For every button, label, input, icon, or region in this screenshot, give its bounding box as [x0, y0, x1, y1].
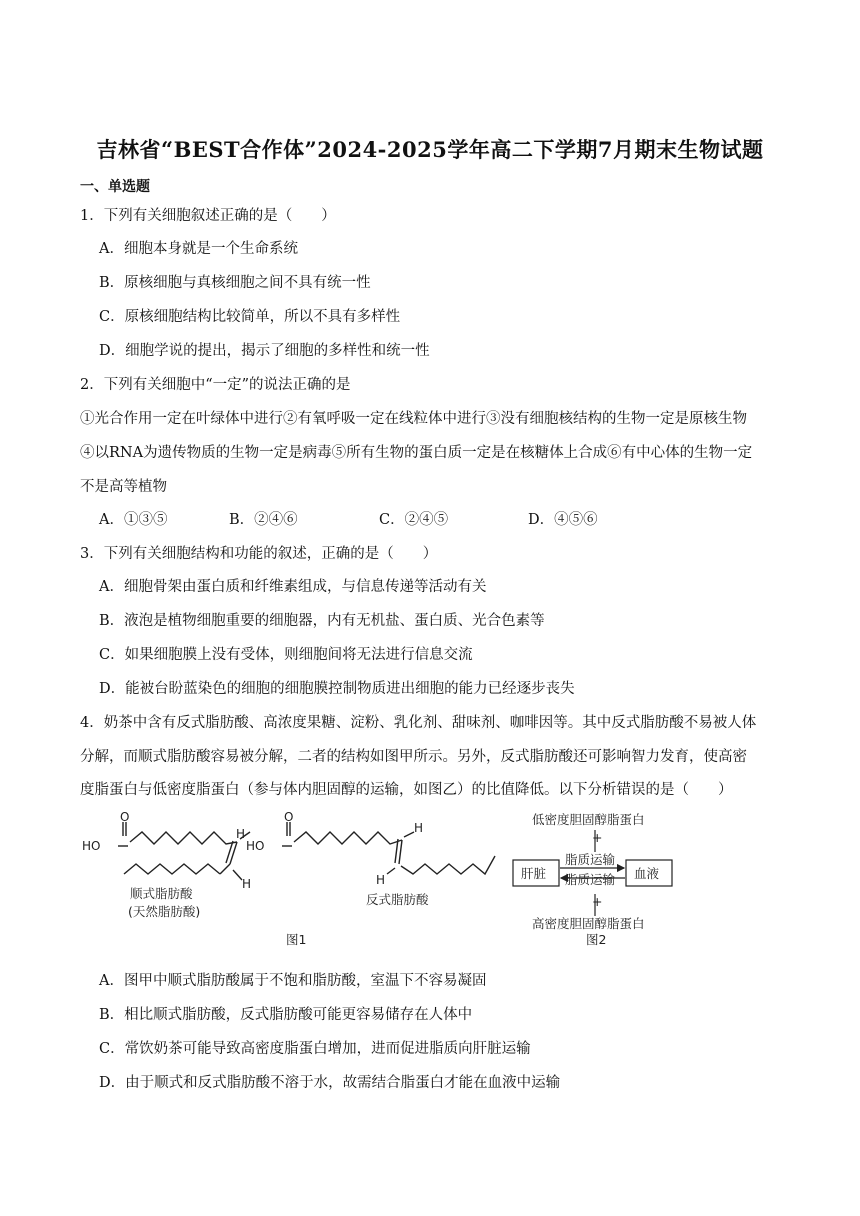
- cis-h-bottom-label: H: [242, 877, 252, 891]
- question-2-line-3: 不是高等植物: [80, 479, 167, 495]
- question-1-stem: 1．下列有关细胞叙述正确的是（ ）: [80, 208, 336, 224]
- trans-fatty-acid-label: 反式脂肪酸: [366, 892, 429, 907]
- question-3-stem: 3．下列有关细胞结构和功能的叙述，正确的是（ ）: [80, 546, 438, 562]
- trans-o-label: O: [284, 812, 294, 824]
- cis-o-label: O: [120, 812, 130, 824]
- liver-label: 肝脏: [521, 866, 547, 881]
- question-2-stem: 2．下列有关细胞中“一定”的说法正确的是: [80, 377, 351, 393]
- question-4-line-3: 度脂蛋白与低密度脂蛋白（参与体内胆固醇的运输，如图乙）的比值降低。以下分析错误的是（ ）: [80, 782, 733, 798]
- figure-2-caption: 图2: [586, 932, 607, 947]
- question-4-option-a: A．图甲中顺式脂肪酸属于不饱和脂肪酸，室温下不容易凝固: [99, 973, 487, 989]
- hdl-label: 高密度胆固醇脂蛋白: [532, 916, 645, 931]
- figure-1-caption: 图1: [286, 932, 307, 947]
- plus-bottom-label: +: [592, 894, 603, 909]
- question-4-option-c: C．常饮奶茶可能导致高密度脂蛋白增加，进而促进脂质向肝脏运输: [99, 1041, 531, 1057]
- transport-top-label: 脂质运输: [565, 852, 616, 867]
- trans-h-bottom-label: H: [376, 873, 386, 887]
- cis-h-top-label: H: [236, 827, 246, 841]
- question-2-option-c: C．②④⑤: [379, 512, 449, 528]
- question-1-option-b: B．原核细胞与真核细胞之间不具有统一性: [99, 275, 371, 291]
- question-2-option-d: D．④⑤⑥: [528, 512, 598, 528]
- question-2-option-a: A．①③⑤: [99, 512, 168, 528]
- question-1-option-c: C．原核细胞结构比较简单，所以不具有多样性: [99, 309, 401, 325]
- plus-top-label: +: [592, 830, 603, 845]
- question-2-line-1: ①光合作用一定在叶绿体中进行②有氧呼吸一定在线粒体中进行③没有细胞核结构的生物一定是原核生物: [80, 411, 747, 427]
- cis-fatty-acid-sublabel: (天然脂肪酸): [128, 904, 201, 919]
- question-3-option-a: A．细胞骨架由蛋白质和纤维素组成，与信息传递等活动有关: [99, 579, 487, 595]
- trans-h-top-label: H: [414, 821, 424, 835]
- question-4-line-2: 分解，而顺式脂肪酸容易被分解，二者的结构如图甲所示。另外，反式脂肪酸还可影响智力发育，使高密: [80, 749, 747, 765]
- question-2-line-2: ④以RNA为遗传物质的生物一定是病毒⑤所有生物的蛋白质一定是在核糖体上合成⑥有中心体的生物一定: [80, 445, 753, 461]
- cis-fatty-acid-label: 顺式脂肪酸: [130, 886, 193, 901]
- transport-bottom-label: 脂质运输: [565, 872, 616, 887]
- cis-ho-label: HO: [82, 839, 101, 853]
- question-3-option-b: B．液泡是植物细胞重要的细胞器，内有无机盐、蛋白质、光合色素等: [99, 613, 545, 629]
- question-3-option-c: C．如果细胞膜上没有受体，则细胞间将无法进行信息交流: [99, 647, 473, 663]
- blood-label: 血液: [634, 866, 660, 881]
- question-1-option-a: A．细胞本身就是一个生命系统: [99, 241, 298, 257]
- ldl-label: 低密度胆固醇脂蛋白: [532, 812, 645, 827]
- question-4-option-b: B．相比顺式脂肪酸，反式脂肪酸可能更容易储存在人体中: [99, 1007, 473, 1023]
- section-heading: 一、单选题: [80, 179, 150, 195]
- lipoprotein-transport-figure: [505, 810, 675, 950]
- trans-ho-label: HO: [246, 839, 265, 853]
- question-3-option-d: D．能被台盼蓝染色的细胞的细胞膜控制物质进出细胞的能力已经逐步丧失: [99, 681, 575, 697]
- question-4-option-d: D．由于顺式和反式脂肪酸不溶于水，故需结合脂蛋白才能在血液中运输: [99, 1075, 561, 1091]
- question-1-option-d: D．细胞学说的提出，揭示了细胞的多样性和统一性: [99, 343, 430, 359]
- page-title: 吉林省“BEST合作体”2024-2025学年高二下学期7月期末生物试题: [96, 137, 764, 162]
- question-2-option-b: B．②④⑥: [229, 512, 298, 528]
- question-4-line-1: 4．奶茶中含有反式脂肪酸、高浓度果糖、淀粉、乳化剂、甜味剂、咖啡因等。其中反式脂肪酸不易被人体: [80, 715, 757, 731]
